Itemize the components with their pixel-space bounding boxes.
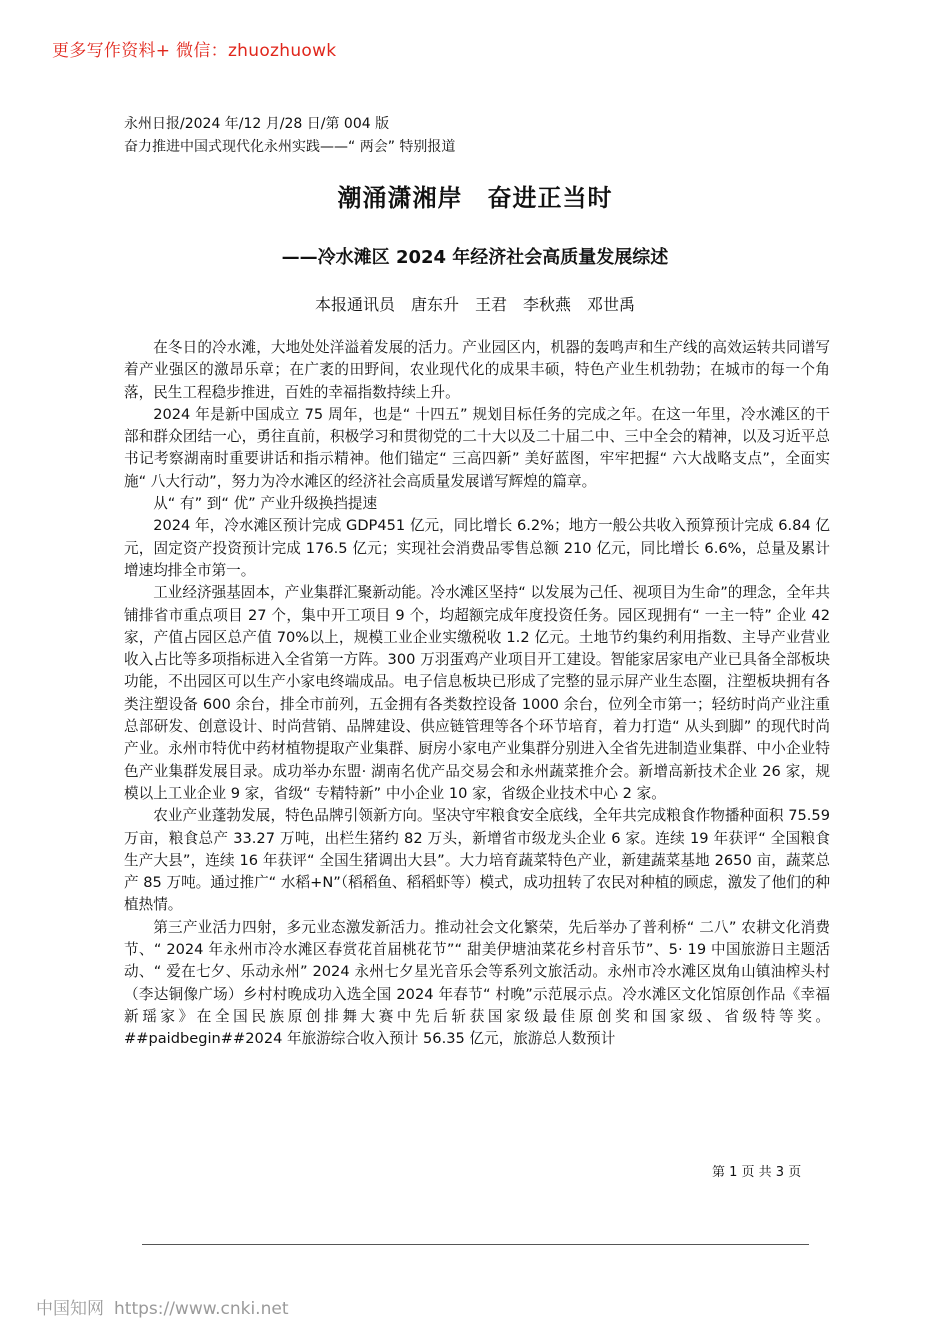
footer-url[interactable]: https://www.cnki.net [114,1299,289,1319]
paragraph: 在冬日的冷水滩，大地处处洋溢着发展的活力。产业园区内，机器的轰鸣声和生产线的高效运转共同谱写着产业强区的激昂乐章；在广袤的田野间，农业现代化的成果丰硕，特色产业生机勃勃；在城市的每一个角落，民生工程稳步推进，百姓的幸福指数持续上升。 [124,339,830,401]
source-line-column: 奋力推进中国式现代化永州实践——“ 两会” 特别报道 [124,139,456,155]
article-subtitle: ——冷水滩区 2024 年经济社会高质量发展综述 [281,247,669,268]
article-title: 潮涌潇湘岸 奋进正当时 [337,184,613,212]
page-number: 第 1 页 共 3 页 [712,1165,802,1180]
paragraph: 工业经济强基固本，产业集群汇聚新动能。冷水滩区坚持“ 以发展为己任、视项目为生命”的理念，全年共铺排省市重点项目 27 个，集中开工项目 9 个，均超额完成年度投资任务。园区现拥有“ 一主一特” 企业 42 家，产值占园区总产值 70%以上，规模工业企业实缴税收 1.2 亿元。土地节约集约利用指数、主导产业营业收入占比等多项指标进入全省第一方阵。300 万羽蛋鸡产业项目开工建设。智能家居家电产业已具备全部板块功能，不出园区可以生产小家电终端成品。电子信息板块已形成了完整的显示屏产业生态圈，注塑板块拥有各类注塑设备 600 余台，排全市前列，五金拥有各类数控设备 1000 余台，位列全市第一；轻纺时尚产业注重总部研发、创意设计、时尚营销、品牌建设、供应链管理等各个环节培育，着力打造“ 从头到脚” 的现代时尚产业。永州市特优中药材植物提取产业集群、厨房小家电产业集群分别进入全省先进制造业集群、中小企业特色产业集群发展目录。成功举办东盟· 湖南名优产品交易会和永州蔬菜推介会。新增高新技术企业 26 家，规模以上工业企业 9 家，省级“ 专精特新” 中小企业 10 家，省级企业技术中心 2 家。 [124,584,830,802]
footer-brand: 中国知网 [36,1299,104,1319]
footer-divider [142,1244,809,1245]
paragraph: 第三产业活力四射，多元业态激发新活力。推动社会文化繁荣，先后举办了普利桥“ 二八” 农耕文化消费节、“ 2024 年永州市冷水滩区春赏花首届桃花节”“ 甜美伊塘油菜花乡村音乐节”、5· 19 中国旅游日主题活动、“ 爱在七夕、乐动永州” 2024 永州七夕星光音乐会等系列文旅活动。永州市冷水滩区岚角山镇油榨头村（李达铜像广场）乡村村晚成功入选全国 2024 年春节“ 村晚”示范展示点。冷水滩区文化馆原创作品《幸福新瑶家》在全国民族原创排舞大赛中先后斩获国家级最佳原创奖和国家级、省级特等奖。##paidbegin##2024 年旅游综合收入预计 56.35 亿元，旅游总人数预计 [124,918,830,1048]
article-byline: 本报通讯员 唐东升 王君 李秋燕 邓世禹 [314,295,635,314]
section-heading: 从“ 有” 到“ 优” 产业升级换挡提速 [153,495,378,513]
article-body [124,337,830,1051]
source-line-date: 永州日报/2024 年/12 月/28 日/第 004 版 [124,116,390,132]
paragraph: 农业产业蓬勃发展，特色品牌引领新方向。坚决守牢粮食安全底线，全年共完成粮食作物播种面积 75.59 万亩，粮食总产 33.27 万吨，出栏生猪约 82 万头，新增省市级龙头企业 6 家。连续 19 年获评“ 全国粮食生产大县”，连续 16 年获评“ 全国生猪调出大县”。大力培育蔬菜特色产业，新建蔬菜基地 2650 亩，蔬菜总产 85 万吨。通过推广“ 水稻+N”（稻稻鱼、稻稻虾等）模式，成功扭转了农民对种植的顾虑，激发了他们的种植热情。 [124,807,830,914]
source-info [124,113,455,159]
promo-banner: 更多写作资料+ 微信：zhuozhuowk [52,41,337,61]
paragraph: 2024 年是新中国成立 75 周年，也是“ 十四五” 规划目标任务的完成之年。在这一年里，冷水滩区的干部和群众团结一心，勇往直前，积极学习和贯彻党的二十大以及二十届二中、三中全会的精神，以及习近平总书记考察湖南时重要讲话和指示精神。他们锚定“ 三高四新” 美好蓝图，牢牢把握“ 六大战略支点”，全面实施“ 八大行动”，努力为冷水滩区的经济社会高质量发展谱写辉煌的篇章。 [124,405,830,490]
footer [36,1294,288,1319]
paragraph: 2024 年，冷水滩区预计完成 GDP451 亿元，同比增长 6.2%；地方一般公共收入预算预计完成 6.84 亿元，固定资产投资预计完成 176.5 亿元；实现社会消费品零售总额 210 亿元，同比增长 6.6%，总量及累计增速均排全市第一。 [124,517,830,579]
